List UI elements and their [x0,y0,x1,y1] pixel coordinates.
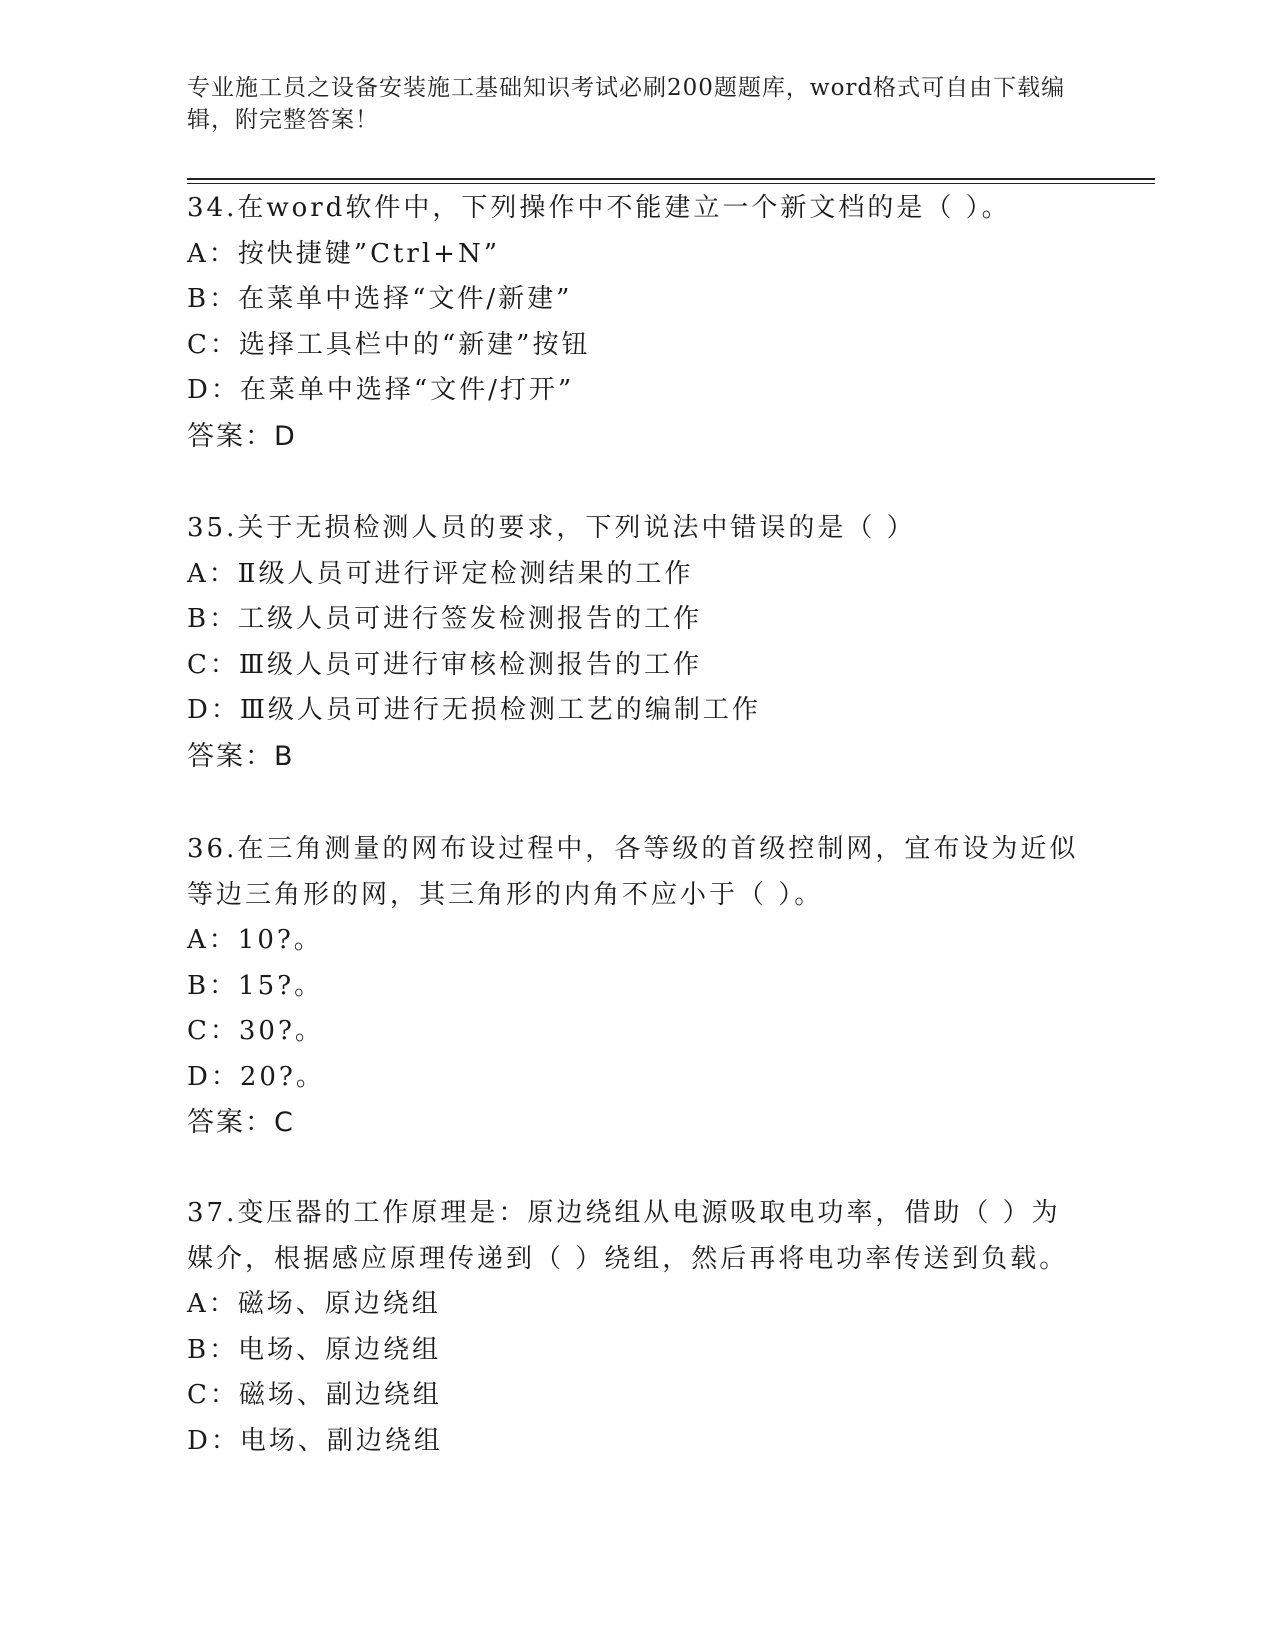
option-d: D：在菜单中选择“文件/打开” [187,375,575,405]
option-d: D：电场、副边绕组 [187,1425,443,1456]
option-c: C：磁场、副边绕组 [187,1380,442,1410]
answer-label: 答案：B [187,740,295,772]
option-b: B：工级人员可进行签发检测报告的工作 [187,604,703,634]
option-d: D：20?。 [187,1061,325,1092]
document-header: 专业施工员之设备安装施工基础知识考试必刷200题题库，word格式可自由下载编辑，附完整答案！ [187,75,1066,133]
question-34 [187,186,1087,459]
option-a: A：10?。 [187,925,323,955]
option-b: B：电场、原边绕组 [187,1334,442,1365]
answer-label: 答案：C [187,1107,295,1138]
option-a: A：按快捷键”Ctrl+N” [187,238,500,269]
question-stem: 36.在三角测量的网布设过程中，各等级的首级控制网，宜布设为近似等边三角形的网，其三角形的内角不应小于（ ）。 [187,834,1079,910]
question-35 [187,506,1087,779]
option-c: C：30?。 [187,1016,324,1046]
option-b: B：15?。 [187,970,324,1001]
question-36 [187,826,1087,1146]
option-d: D：Ⅲ级人员可进行无损检测工艺的编制工作 [187,695,761,725]
question-stem: 37.变压器的工作原理是：原边绕组从电源吸取电功率，借助（ ）为媒介，根据感应原理传递到（ ）绕组，然后再将电功率传送到负载。 [187,1198,1069,1274]
header-divider [187,178,1155,184]
option-a: A：磁场、原边绕组 [187,1289,441,1319]
question-stem: 35.关于无损检测人员的要求，下列说法中错误的是（ ） [187,513,916,543]
option-c: C：Ⅲ级人员可进行审核检测报告的工作 [187,649,702,680]
option-a: A：Ⅱ级人员可进行评定检测结果的工作 [187,558,694,589]
question-37 [187,1190,1087,1464]
answer-label: 答案：D [187,420,297,452]
option-b: B：在菜单中选择“文件/新建” [187,284,573,314]
question-stem: 34.在word软件中，下列操作中不能建立一个新文档的是（ ）。 [187,193,1011,223]
option-c: C：选择工具栏中的“新建”按钮 [187,329,591,360]
